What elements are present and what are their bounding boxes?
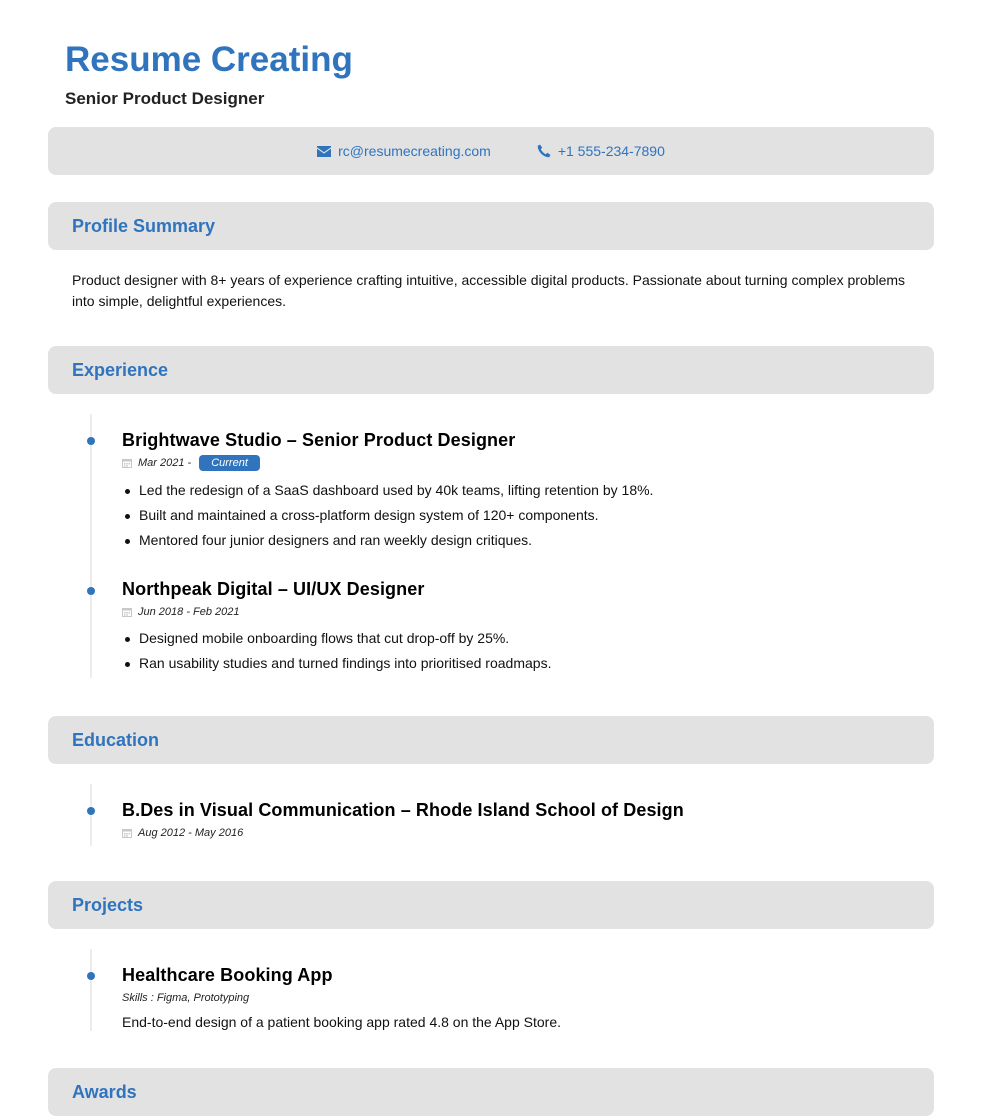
section-title-experience: Experience xyxy=(72,360,169,380)
section-header-projects xyxy=(48,881,934,929)
projects-timeline xyxy=(90,949,92,1031)
timeline-dot xyxy=(87,437,95,445)
project-description: End-to-end design of a patient booking app rated 4.8 on the App Store. xyxy=(122,1014,561,1030)
section-header-education xyxy=(48,716,934,764)
section-header-profile xyxy=(48,202,934,250)
timeline-dot xyxy=(87,587,95,595)
experience-timeline xyxy=(90,414,92,678)
experience-date xyxy=(122,455,260,471)
date-text: Aug 2012 - May 2016 xyxy=(138,827,244,839)
section-header-awards xyxy=(48,1068,934,1116)
phone-text: +1 555-234-7890 xyxy=(557,143,665,159)
section-title-education: Education xyxy=(72,730,160,750)
section-title-awards: Awards xyxy=(72,1082,137,1102)
list-item: Built and maintained a cross-platform design system of 120+ components. xyxy=(122,503,653,528)
date-text: Jun 2018 - Feb 2021 xyxy=(138,606,240,618)
project-title: Healthcare Booking App xyxy=(122,965,333,985)
contact-bar xyxy=(48,127,934,175)
timeline-dot xyxy=(87,807,95,815)
current-badge: Current xyxy=(199,455,260,471)
calendar-icon xyxy=(122,458,132,468)
email-text: rc@resumecreating.com xyxy=(338,143,491,159)
section-title-profile: Profile Summary xyxy=(72,216,216,236)
list-item: Led the redesign of a SaaS dashboard used by 40k teams, lifting retention by 18%. xyxy=(122,478,653,503)
experience-title: Northpeak Digital – UI/UX Designer xyxy=(122,579,425,599)
education-date xyxy=(122,825,243,841)
experience-title: Brightwave Studio – Senior Product Designer xyxy=(122,430,516,450)
profile-summary-text: Product designer with 8+ years of experience crafting intuitive, accessible digital products. Passionate about turning complex problems into simple, delightful experiences. xyxy=(72,272,906,309)
timeline-dot xyxy=(87,972,95,980)
project-skills: Skills : Figma, Prototyping xyxy=(122,992,250,1004)
experience-bullets xyxy=(122,626,551,676)
phone-icon xyxy=(537,144,551,158)
email-link[interactable] xyxy=(317,143,491,159)
envelope-icon xyxy=(317,146,331,157)
calendar-icon xyxy=(122,828,132,838)
resume-role: Senior Product Designer xyxy=(65,89,265,108)
resume-name: Resume Creating xyxy=(65,40,353,79)
experience-bullets xyxy=(122,478,653,553)
section-title-projects: Projects xyxy=(72,895,144,915)
date-text: Mar 2021 - xyxy=(138,457,192,469)
experience-date xyxy=(122,604,240,620)
calendar-icon xyxy=(122,607,132,617)
education-title: B.Des in Visual Communication – Rhode Island School of Design xyxy=(122,800,684,820)
section-header-experience xyxy=(48,346,934,394)
phone-link[interactable] xyxy=(537,143,665,159)
list-item: Ran usability studies and turned findings into prioritised roadmaps. xyxy=(122,651,551,676)
education-timeline xyxy=(90,784,92,846)
list-item: Mentored four junior designers and ran weekly design critiques. xyxy=(122,528,653,553)
list-item: Designed mobile onboarding flows that cut drop-off by 25%. xyxy=(122,626,551,651)
